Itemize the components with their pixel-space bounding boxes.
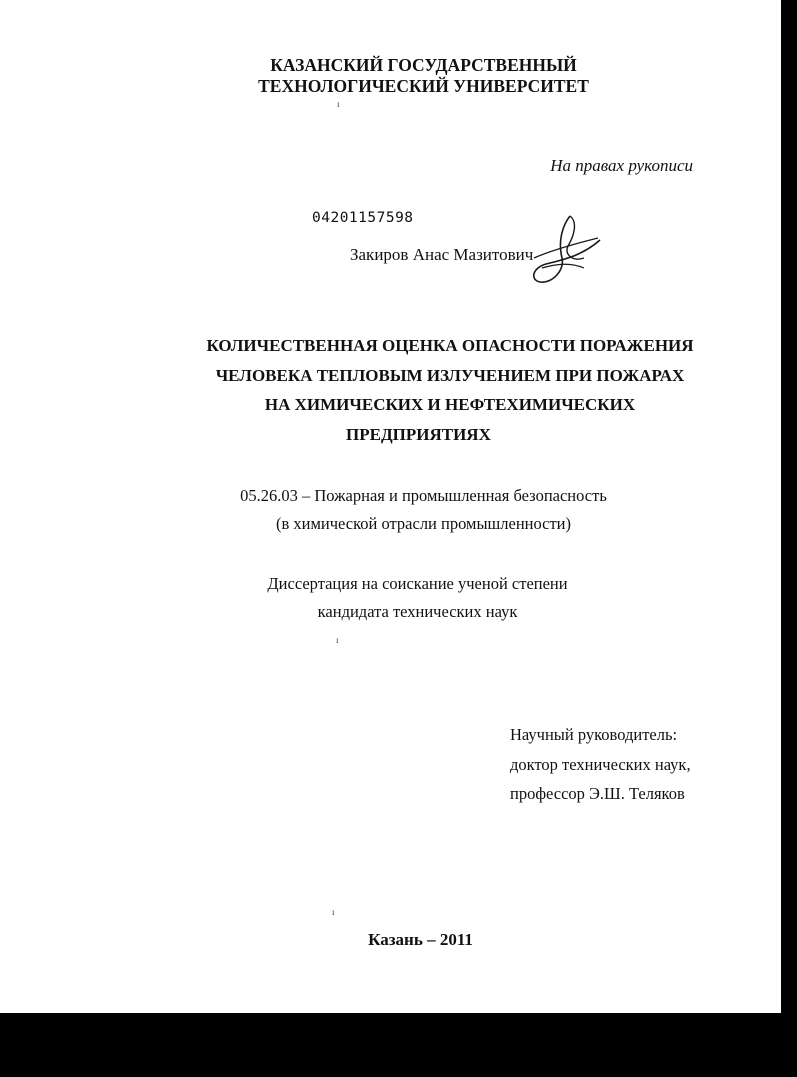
specialty-line-2: (в химической отрасли промышленности): [275, 514, 572, 533]
scan-speck: ı: [336, 635, 339, 645]
author-signature: [512, 212, 610, 288]
title-line-1: КОЛИЧЕСТВЕННАЯ ОЦЕНКА ОПАСНОСТИ ПОРАЖЕНИЯ: [206, 336, 694, 355]
university-line-1: КАЗАНСКИЙ ГОСУДАРСТВЕННЫЙ: [270, 55, 577, 75]
document-number: 04201157598: [312, 210, 414, 226]
supervisor-line-2: доктор технических наук,: [510, 754, 691, 774]
dissertation-title: [160, 331, 740, 449]
manuscript-note: На правах рукописи: [550, 156, 693, 175]
specialty: [25, 482, 797, 538]
degree-line-2: кандидата технических наук: [317, 602, 518, 621]
scan-border-bottom: [0, 1013, 797, 1077]
title-line-2: ЧЕЛОВЕКА ТЕПЛОВЫМ ИЗЛУЧЕНИЕМ ПРИ ПОЖАРАХ: [215, 365, 685, 385]
degree-statement: [19, 570, 797, 626]
title-line-3: НА ХИМИЧЕСКИХ И НЕФТЕХИМИЧЕСКИХ: [264, 395, 636, 414]
university-name: [25, 55, 797, 97]
degree-line-1: Диссертация на соискание ученой степени: [267, 574, 568, 593]
city-year: Казань – 2011: [368, 930, 473, 949]
title-line-4: ПРЕДПРИЯТИЯХ: [346, 424, 491, 444]
supervisor-line-3: профессор Э.Ш. Теляков: [510, 784, 685, 803]
supervisor-line-1: Научный руководитель:: [510, 725, 678, 744]
author-name: Закиров Анас Мазитович: [350, 245, 534, 264]
specialty-line-1: 05.26.03 – Пожарная и промышленная безопасность: [240, 486, 607, 505]
scan-speck: ı: [332, 907, 335, 917]
university-line-2: ТЕХНОЛОГИЧЕСКИЙ УНИВЕРСИТЕТ: [258, 76, 589, 96]
supervisor-block: [510, 720, 691, 809]
scan-speck: ı: [337, 99, 340, 109]
scan-border-right: [781, 0, 797, 1077]
